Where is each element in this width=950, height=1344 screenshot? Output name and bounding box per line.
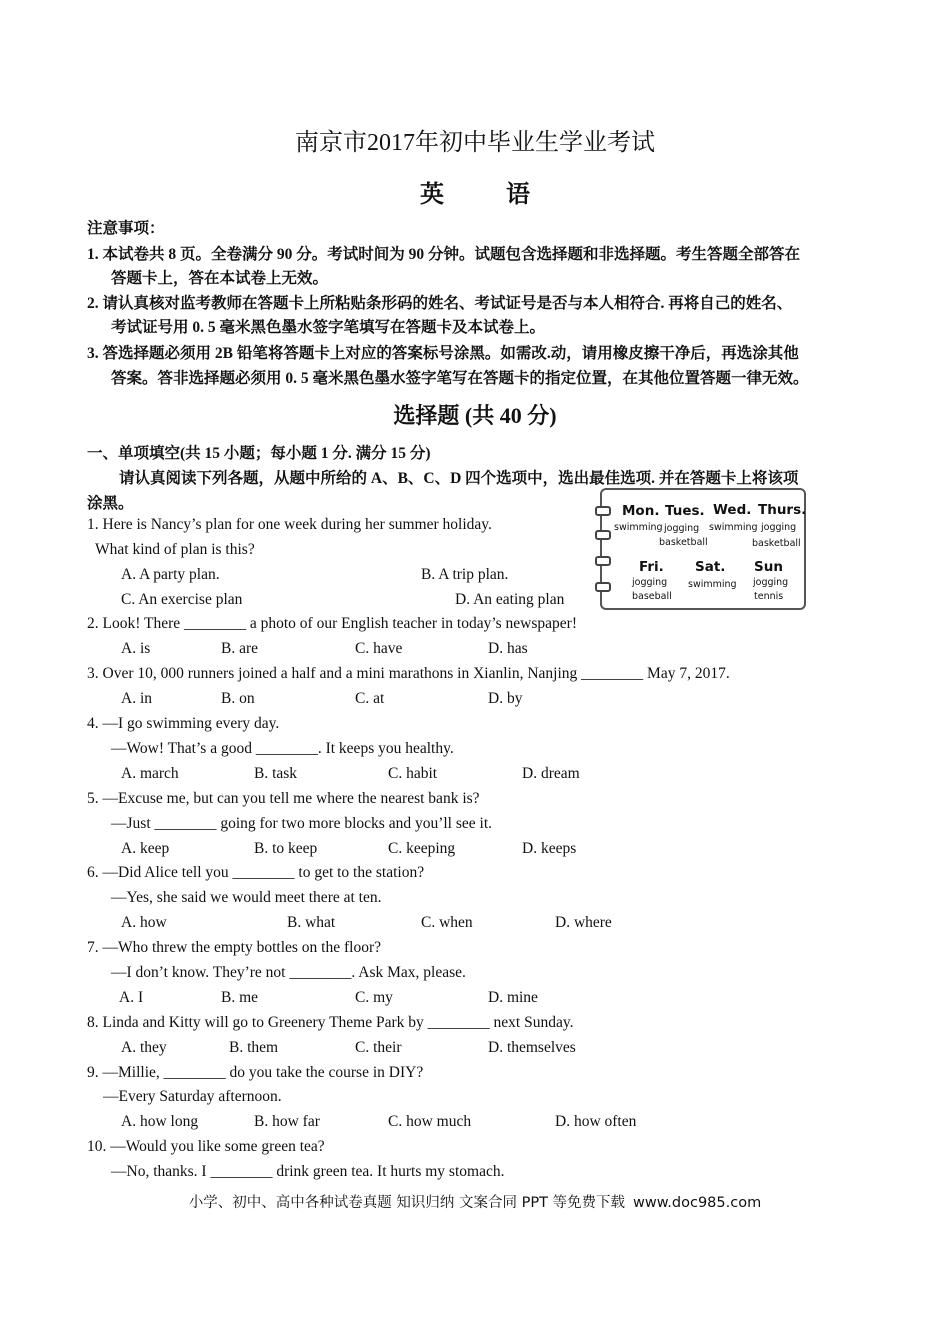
question-4-stem-2: —Wow! That’s a good ________. It keeps you healthy. bbox=[111, 740, 454, 757]
plan-day-wed: Wed. bbox=[713, 502, 752, 518]
question-1-option-d: D. An eating plan bbox=[455, 591, 565, 608]
instruction-line2: 涂黑。 bbox=[87, 495, 134, 512]
question-7-stem: 7. —Who threw the empty bottles on the floor? bbox=[87, 939, 382, 956]
notice-item-1-line2: 答题卡上，答在本试卷上无效。 bbox=[111, 270, 329, 287]
spiral-ring-icon bbox=[595, 530, 611, 540]
subject-title: 英 语 bbox=[420, 182, 558, 208]
spiral-ring-icon bbox=[595, 582, 611, 592]
plan-day-tues: Tues. bbox=[665, 503, 705, 519]
question-9-stem-2: —Every Saturday afternoon. bbox=[103, 1088, 282, 1105]
plan-day-fri: Fri. bbox=[639, 559, 664, 575]
footer-text: 小学、初中、高中各种试卷真题 知识归纳 文案合同 PPT 等免费下载 bbox=[188, 1195, 626, 1211]
plan-activity: jogging bbox=[632, 577, 668, 588]
plan-activity: swimming bbox=[709, 522, 758, 533]
question-2-stem: 2. Look! There ________ a photo of our English teacher in today’s newspaper! bbox=[87, 615, 577, 632]
question-7-option-a: A. I bbox=[119, 989, 144, 1006]
question-6-option-a: A. how bbox=[121, 914, 167, 931]
question-7-option-d: D. mine bbox=[488, 989, 538, 1006]
question-5-stem: 5. —Excuse me, but can you tell me where the nearest bank is? bbox=[87, 790, 480, 807]
plan-day-mon: Mon. bbox=[622, 503, 660, 519]
question-8-option-c: C. their bbox=[355, 1039, 402, 1056]
question-1-option-a: A. A party plan. bbox=[121, 566, 220, 583]
question-6-option-b: B. what bbox=[287, 914, 336, 931]
notice-item-3-line1: 3. 答选择题必须用 2B 铅笔将答题卡上对应的答案标号涂黑。如需改.动，请用橡皮擦干净后，再选涂其他 bbox=[87, 345, 799, 362]
question-10-stem: 10. —Would you like some green tea? bbox=[87, 1138, 325, 1155]
question-2-option-a: A. is bbox=[121, 640, 151, 657]
question-3-option-d: D. by bbox=[488, 690, 523, 707]
question-1-option-b: B. A trip plan. bbox=[421, 566, 509, 583]
question-4-option-c: C. habit bbox=[388, 765, 438, 782]
plan-activity: jogging bbox=[761, 522, 797, 533]
instruction-line1: 请认真阅读下列各题，从题中所给的 A、B、C、D 四个选项中，选出最佳选项. 并在答题卡上将该项 bbox=[119, 470, 799, 487]
question-3-option-b: B. on bbox=[221, 690, 255, 707]
notice-item-2-line1: 2. 请认真核对监考教师在答题卡上所粘贴条形码的姓名、考试证号是否与本人相符合. 再将自己的姓名、 bbox=[87, 295, 793, 312]
notice-heading: 注意事项： bbox=[87, 220, 165, 237]
plan-day-thurs: Thurs. bbox=[758, 502, 807, 518]
question-5-option-a: A. keep bbox=[121, 840, 170, 857]
question-2-option-b: B. are bbox=[221, 640, 259, 657]
question-7-option-b: B. me bbox=[221, 989, 259, 1006]
question-8-option-b: B. them bbox=[229, 1039, 279, 1056]
plan-activity: jogging bbox=[664, 523, 700, 534]
question-1-option-c: C. An exercise plan bbox=[121, 591, 243, 608]
question-4-option-b: B. task bbox=[254, 765, 298, 782]
plan-activity: jogging bbox=[753, 577, 789, 588]
question-6-option-c: C. when bbox=[421, 914, 473, 931]
plan-activity: tennis bbox=[754, 591, 784, 602]
question-9-option-c: C. how much bbox=[388, 1113, 472, 1130]
question-4-option-a: A. march bbox=[121, 765, 179, 782]
question-1-stem-2: What kind of plan is this? bbox=[95, 541, 255, 558]
question-9-stem: 9. —Millie, ________ do you take the course in DIY? bbox=[87, 1064, 424, 1081]
plan-activity: basketball bbox=[659, 537, 708, 548]
notice-item-2-line2: 考试证号用 0. 5 毫米黑色墨水签字笔填写在答题卡及本试卷上。 bbox=[111, 319, 546, 336]
page-footer bbox=[0, 1191, 950, 1212]
question-6-stem-2: —Yes, she said we would meet there at ten. bbox=[111, 889, 382, 906]
question-9-option-a: A. how long bbox=[121, 1113, 199, 1130]
question-3-stem: 3. Over 10, 000 runners joined a half and a mini marathons in Xianlin, Nanjing ________ May 7, 2017. bbox=[87, 665, 730, 682]
plan-activity: baseball bbox=[632, 591, 672, 602]
spiral-ring-icon bbox=[595, 556, 611, 566]
question-10-stem-2: —No, thanks. I ________ drink green tea. It hurts my stomach. bbox=[111, 1163, 505, 1180]
question-5-option-b: B. to keep bbox=[254, 840, 318, 857]
weekly-plan-picture bbox=[600, 488, 806, 610]
question-3-option-a: A. in bbox=[121, 690, 152, 707]
question-5-option-c: C. keeping bbox=[388, 840, 456, 857]
page-title: 南京市2017年初中毕业生学业考试 bbox=[295, 130, 655, 156]
question-6-option-d: D. where bbox=[555, 914, 612, 931]
question-7-option-c: C. my bbox=[355, 989, 393, 1006]
section-title: 选择题 (共 40 分) bbox=[393, 403, 557, 428]
question-5-option-d: D. keeps bbox=[522, 840, 577, 857]
spiral-ring-icon bbox=[595, 506, 611, 516]
plan-day-sun: Sun bbox=[754, 559, 783, 575]
question-9-option-b: B. how far bbox=[254, 1113, 320, 1130]
plan-activity: swimming bbox=[614, 522, 663, 533]
notice-item-3-line2: 答案。答非选择题必须用 0. 5 毫米黑色墨水签字笔写在答题卡的指定位置，在其他位置答题一律无效。 bbox=[111, 370, 809, 387]
question-2-option-d: D. has bbox=[488, 640, 528, 657]
question-4-stem: 4. —I go swimming every day. bbox=[87, 715, 280, 732]
question-5-stem-2: —Just ________ going for two more blocks and you’ll see it. bbox=[111, 815, 492, 832]
question-6-stem: 6. —Did Alice tell you ________ to get to the station? bbox=[87, 864, 425, 881]
question-4-option-d: D. dream bbox=[522, 765, 580, 782]
question-8-option-d: D. themselves bbox=[488, 1039, 576, 1056]
question-7-stem-2: —I don’t know. They’re not ________. Ask Max, please. bbox=[111, 964, 466, 981]
question-9-option-d: D. how often bbox=[555, 1113, 637, 1130]
footer-url[interactable]: www.doc985.com bbox=[633, 1195, 762, 1211]
plan-activity: basketball bbox=[752, 538, 801, 549]
part-title: 一、单项填空(共 15 小题；每小题 1 分. 满分 15 分) bbox=[87, 445, 431, 462]
question-8-stem: 8. Linda and Kitty will go to Greenery Theme Park by ________ next Sunday. bbox=[87, 1014, 574, 1031]
plan-activity: swimming bbox=[688, 579, 737, 590]
plan-day-sat: Sat. bbox=[695, 559, 726, 575]
question-8-option-a: A. they bbox=[121, 1039, 167, 1056]
question-1-stem: 1. Here is Nancy’s plan for one week during her summer holiday. bbox=[87, 516, 492, 533]
question-2-option-c: C. have bbox=[355, 640, 403, 657]
notice-item-1-line1: 1. 本试卷共 8 页。全卷满分 90 分。考试时间为 90 分钟。试题包含选择题和非选择题。考生答题全部答在 bbox=[87, 246, 801, 263]
question-3-option-c: C. at bbox=[355, 690, 385, 707]
